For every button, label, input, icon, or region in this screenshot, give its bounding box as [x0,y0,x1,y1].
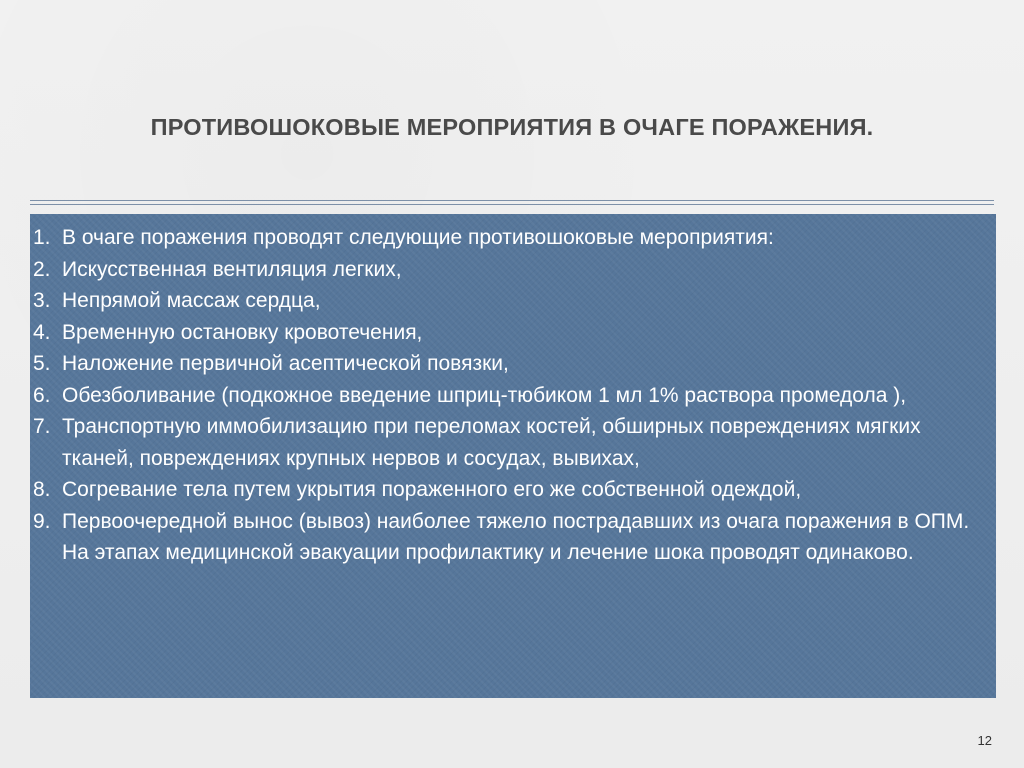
list-item [30,474,996,506]
list-item-text: В очаге поражения проводят следующие противошоковые мероприятия: [62,226,774,249]
list-item-text: Наложение первичной асептической повязки, [62,352,509,375]
list-item-number: 9. [33,509,51,533]
title-divider-line-top [30,200,994,201]
measures-list [30,214,996,569]
list-item-text: Непрямой массаж сердца, [62,289,321,312]
list-item-number: 2. [33,257,51,281]
list-item-text: Согревание тела путем укрытия пораженного его же собственной одеждой, [62,478,802,501]
list-item-number: 5. [33,352,51,375]
list-item-number: 6. [33,383,51,407]
list-item-number: 7. [33,415,51,438]
list-item [30,222,996,254]
page-number: 12 [977,733,992,748]
slide-title: ПРОТИВОШОКОВЫЕ МЕРОПРИЯТИЯ В ОЧАГЕ ПОРАЖЕНИЯ. [150,114,874,140]
title-divider-line-bottom [30,204,994,205]
list-item-number: 4. [33,320,51,344]
list-item-text: Временную остановку кровотечения, [62,320,423,344]
list-item-number: 8. [33,478,51,501]
list-item-number: 3. [33,289,51,312]
list-item [30,254,996,286]
list-item [30,317,996,349]
list-item [30,380,996,412]
list-item [30,348,996,380]
list-item-number: 1. [33,226,51,249]
list-item [30,285,996,317]
list-item-text: Обезболивание (подкожное введение шприц-тюбиком 1 мл 1% раствора промедола ), [62,383,907,407]
list-item-text: Первоочередной вынос (вывоз) наиболее тяжело пострадавших из очага поражения в ОПМ. На этапах медицинской эвакуации профилактику и лечение шока проводят одинаково. [62,509,970,564]
list-item-text: Искусственная вентиляция легких, [62,257,402,281]
list-item [30,411,996,474]
list-item [30,506,996,569]
content-box [30,214,996,698]
list-item-text: Транспортную иммобилизацию при переломах костей, обширных повреждениях мягких тканей, повреждениях крупных нервов и сосудах, вывихах, [62,415,921,470]
